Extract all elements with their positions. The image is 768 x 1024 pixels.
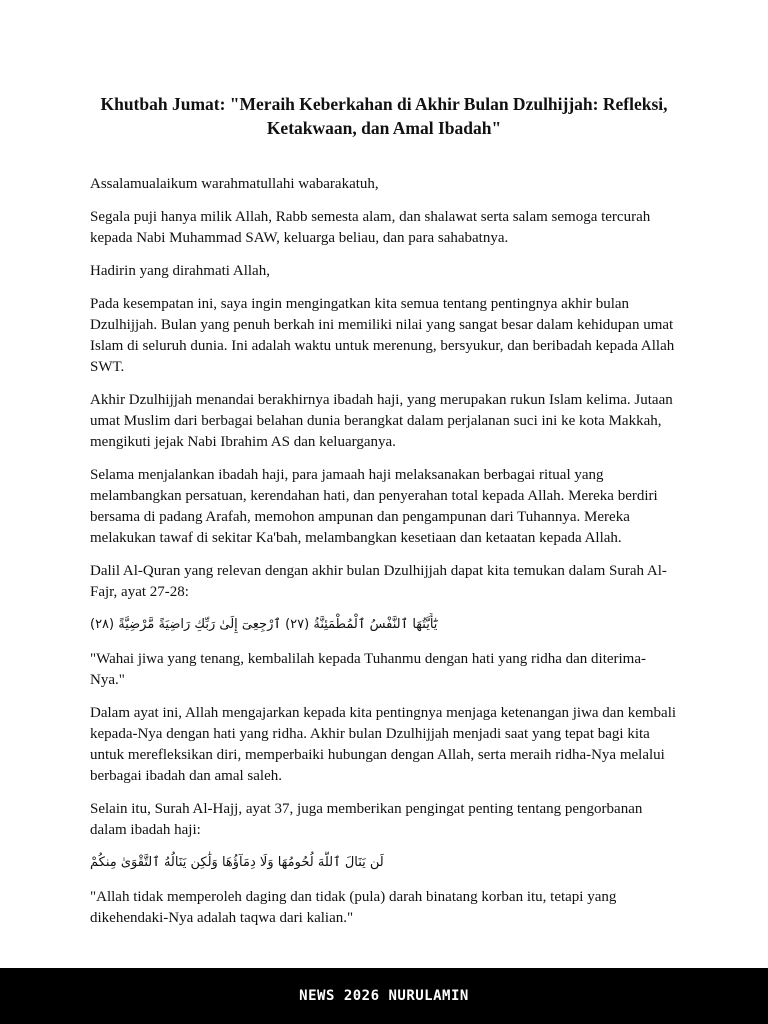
paragraph-reflection: Dalam ayat ini, Allah mengajarkan kepada kita pentingnya menjaga ketenangan jiwa dan kembali kepada-Nya dengan hati yang ridha. Akhir bulan Dzulhijjah menjadi saat yang tepat bagi kita untuk merefleksikan diri, memperbaiki hubungan dengan Allah, serta meraih ridha-Nya melalui berbagai ibadah dan amal saleh. bbox=[90, 705, 677, 784]
arabic-verse-hajj: لَن يَنَالَ ٱللَّهَ لُحُومُهَا وَلَا دِمَآؤُهَا وَلَٰكِن يَنَالُهُ ٱلتَّقْوَىٰ مِنكُمْ bbox=[90, 855, 384, 870]
paragraph-dalil: Dalil Al-Quran yang relevan dengan akhir bulan Dzulhijjah dapat kita temukan dalam Surah Al-Fajr, ayat 27-28: bbox=[90, 563, 667, 600]
paragraph-praise: Segala puji hanya milik Allah, Rabb semesta alam, dan shalawat serta salam semoga tercurah kepada Nabi Muhammad SAW, keluarga beliau, dan para sahabatnya. bbox=[90, 209, 651, 246]
paragraph-hajj-37: Selain itu, Surah Al-Hajj, ayat 37, juga memberikan pengingat penting tentang pengorbanan dalam ibadah haji: bbox=[90, 801, 643, 838]
footer-text: NEWS 2026 NURULAMIN bbox=[299, 988, 469, 1004]
paragraph-intro: Pada kesempatan ini, saya ingin mengingatkan kita semua tentang pentingnya akhir bulan Dzulhijjah. Bulan yang penuh berkah ini memiliki nilai yang sangat besar dalam kehidupan umat Islam di seluruh dunia. Ini adalah waktu untuk merenung, bersyukur, dan beribadah kepada Allah SWT. bbox=[90, 296, 675, 375]
greeting: Assalamualaikum warahmatullahi wabarakatuh, bbox=[90, 176, 379, 192]
translation-hajj: "Allah tidak memperoleh daging dan tidak (pula) darah binatang korban itu, tetapi yang dikehendaki-Nya adalah taqwa dari kalian." bbox=[90, 889, 617, 926]
translation-fajr: "Wahai jiwa yang tenang, kembalilah kepada Tuhanmu dengan hati yang ridha dan diterima-Nya." bbox=[90, 651, 647, 688]
paragraph-rituals: Selama menjalankan ibadah haji, para jamaah haji melaksanakan berbagai ritual yang melambangkan persatuan, kerendahan hati, dan penyerahan total kepada Allah. Mereka berdiri bersama di padang Arafah, memohon ampunan dan pengampunan dari Tuhannya. Mereka melakukan tawaf di sekitar Ka'bah, melambangkan kesetiaan dan ketaatan kepada Allah. bbox=[90, 467, 658, 546]
document-body bbox=[90, 174, 680, 941]
arabic-verse-fajr: يَٰٓأَيَّتُهَا ٱلنَّفْسُ ٱلْمُطْمَئِنَّةُ (٢٧) ٱرْجِعِىٓ إِلَىٰ رَبِّكِ رَاضِيَةً مَّرْضِيَّةً (٢٨) bbox=[90, 617, 438, 632]
footer-banner bbox=[0, 968, 768, 1024]
address-line: Hadirin yang dirahmati Allah, bbox=[90, 263, 270, 279]
document-title: Khutbah Jumat: "Meraih Keberkahan di Akhir Bulan Dzulhijjah: Refleksi, Ketakwaan, dan Amal Ibadah" bbox=[100, 94, 668, 138]
paragraph-hajj: Akhir Dzulhijjah menandai berakhirnya ibadah haji, yang merupakan rukun Islam kelima. Jutaan umat Muslim dari berbagai belahan dunia berangkat dalam perjalanan suci ini ke kota Makkah, mengikuti jejak Nabi Ibrahim AS dan keluarganya. bbox=[90, 392, 673, 450]
